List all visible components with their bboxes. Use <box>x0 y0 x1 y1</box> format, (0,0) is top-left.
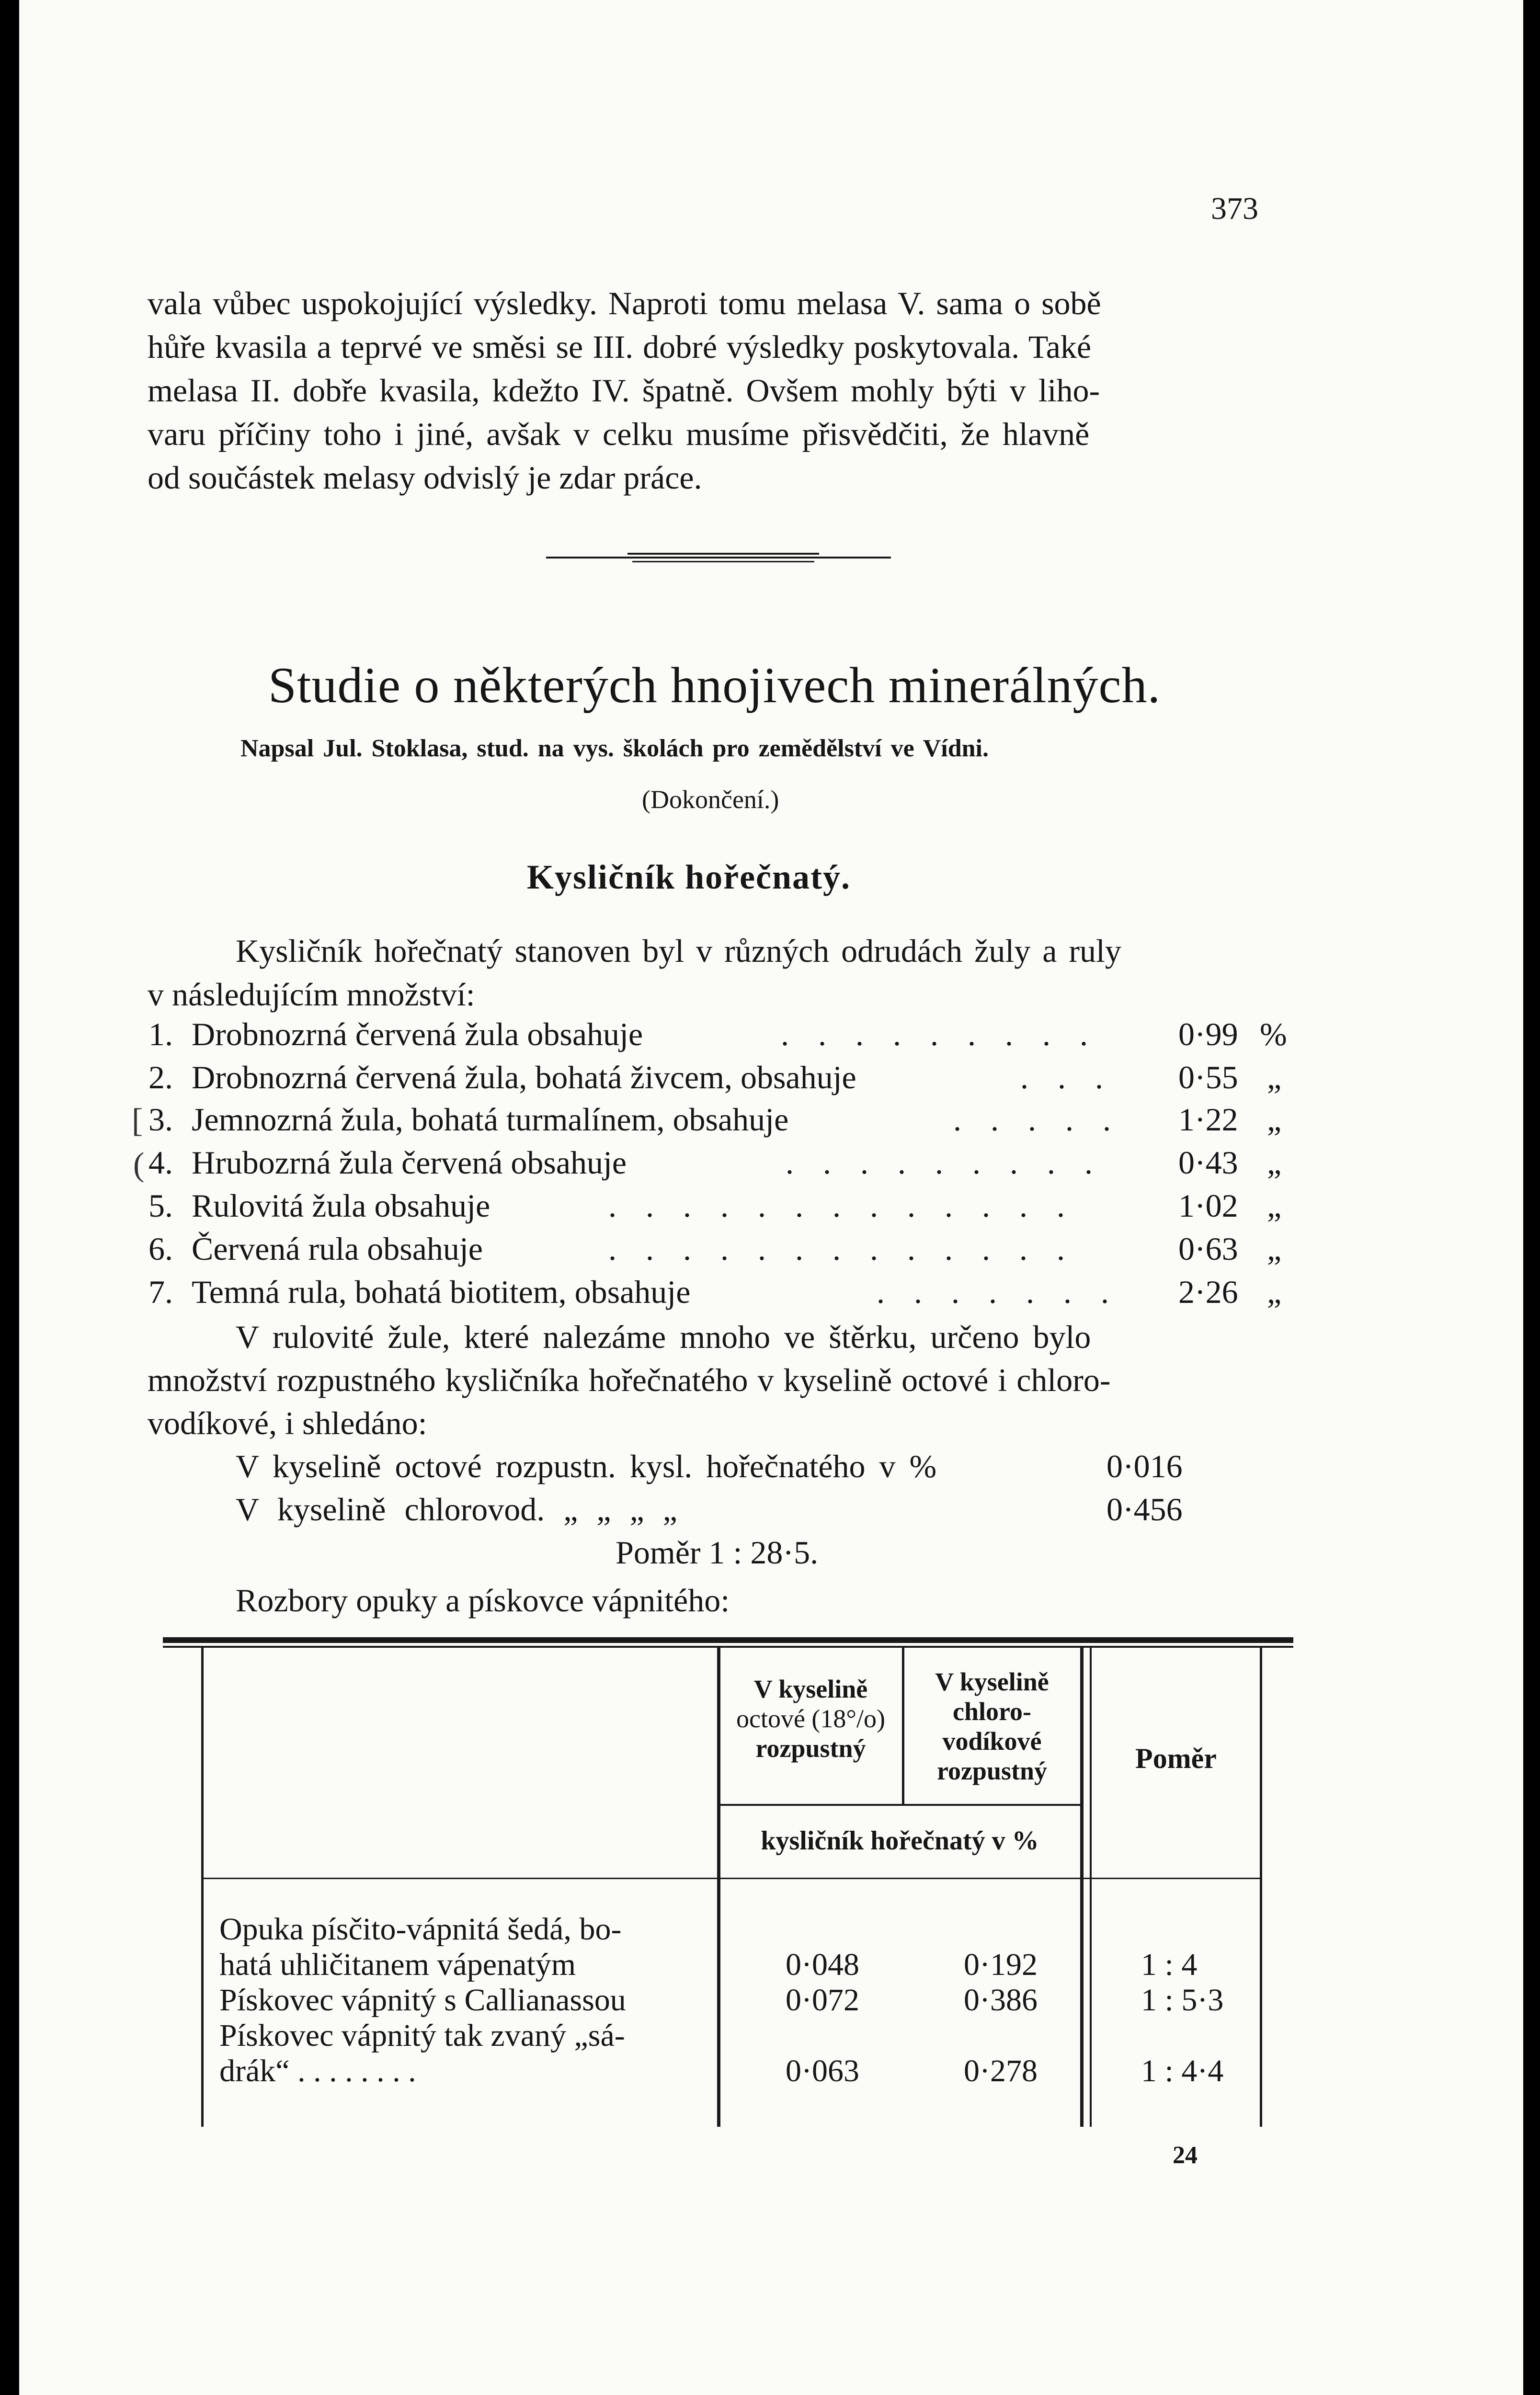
leader-dots: . . . . . <box>953 1101 1121 1138</box>
list-item-label: Temná rula, bohatá biotitem, obsahuje <box>192 1274 691 1310</box>
leader-dots: . . . <box>1020 1059 1114 1095</box>
list-item-value: 2·26 <box>1178 1274 1238 1310</box>
header-hcl-line: vodíkové <box>942 1727 1042 1756</box>
margin-mark: [ <box>132 1102 143 1139</box>
list-item-value: 0·55 <box>1178 1059 1238 1095</box>
paragraph-line: V rulovité žule, které nalezáme mnoho ve štěrku, určeno bylo <box>236 1319 1091 1355</box>
list-item <box>148 1015 1287 1053</box>
list-item-number: 7. <box>148 1274 173 1310</box>
section-heading: Kysličník hořečnatý. <box>527 858 851 896</box>
margin-mark: ( <box>133 1146 145 1183</box>
table-cell-ratio: 1 : 4 <box>1141 1947 1198 1982</box>
list-item-unit: „ <box>1267 1187 1282 1224</box>
table-row-name: drák“ . . . . . . . . <box>219 2053 416 2088</box>
acid-result-value: 0·016 <box>1107 1448 1183 1484</box>
list-item-unit: „ <box>1267 1059 1282 1095</box>
list-item-number: 2. <box>148 1059 173 1095</box>
list-item-label: Drobnozrná červená žula, bohatá živcem, obsahuje <box>192 1059 856 1095</box>
table-col-divider <box>902 1648 904 1806</box>
header-ratio: Poměr <box>1135 1743 1217 1774</box>
table-border-left <box>201 1648 204 2127</box>
list-item-label: Hrubozrná žula červená obsahuje <box>192 1144 627 1181</box>
signature-mark: 24 <box>1173 2142 1198 2169</box>
table-cell-acetic: 0·063 <box>786 2053 859 2088</box>
paragraph-line: vodíkové, i shledáno: <box>148 1405 427 1441</box>
list-item-unit: % <box>1260 1016 1287 1052</box>
leader-dots: . . . . . . . . . . . . . <box>608 1231 1075 1267</box>
list-item <box>148 1187 1282 1225</box>
table-cell-hcl: 0·278 <box>964 2053 1038 2088</box>
table-row-name: Pískovec vápnitý tak zvaný „sá- <box>219 2018 625 2053</box>
list-item-number: 3. <box>148 1101 173 1138</box>
table-cell-acetic: 0·072 <box>786 1983 859 2018</box>
list-item-value: 0·99 <box>1178 1016 1238 1052</box>
intro-line: varu příčiny toho i jiné, avšak v celku musíme přisvědčiti, že hlavně <box>148 416 1090 452</box>
section-intro-line: Kysličník hořečnatý stanoven byl v různých odrudách žuly a ruly <box>236 933 1121 969</box>
document-page <box>19 0 1523 2395</box>
table-cell-ratio: 1 : 5·3 <box>1141 1983 1224 2018</box>
ratio-line: Poměr 1 : 28·5. <box>616 1534 819 1571</box>
intro-line: hůře kvasila a teprvé ve směsi se III. dobré výsledky poskytovala. Také <box>148 329 1092 365</box>
acid-result-label: V kyselině octové rozpustn. kysl. hořečnatého v % <box>236 1448 937 1484</box>
table-border-right <box>1260 1648 1262 2127</box>
list-item-number: 1. <box>148 1016 173 1052</box>
table-body-divider <box>204 1878 1260 1879</box>
intro-line: melasa II. dobře kvasila, kdežto IV. špatně. Ovšem mohly býti v liho- <box>148 372 1100 409</box>
table-header-divider <box>719 1804 1080 1806</box>
paragraph-line: množství rozpustného kysličníka hořečnatého v kyselině octové i chloro- <box>148 1362 1111 1398</box>
section-separator <box>546 557 891 559</box>
list-item-number: 6. <box>148 1231 173 1267</box>
intro-line: od součástek melasy odvislý je zdar práce. <box>148 459 702 496</box>
list-item-unit: „ <box>1267 1101 1282 1138</box>
section-intro-line: v následujícím množství: <box>148 976 475 1013</box>
acid-result-value: 0·456 <box>1107 1491 1183 1528</box>
header-acetic-line: V kyselině <box>753 1675 868 1703</box>
list-item-unit: „ <box>1267 1231 1282 1267</box>
list-item <box>148 1059 1282 1096</box>
list-item-unit: „ <box>1267 1144 1282 1181</box>
header-hcl-line: chloro- <box>953 1697 1031 1726</box>
table-cell-ratio: 1 : 4·4 <box>1141 2053 1224 2088</box>
list-item-label: Jemnozrná žula, bohatá turmalínem, obsahuje <box>192 1101 789 1138</box>
list-item-value: 0·63 <box>1178 1231 1238 1267</box>
section-separator-accent <box>627 553 819 555</box>
leader-dots: . . . . . . . . . <box>781 1016 1098 1052</box>
table-col-divider <box>717 1648 720 2127</box>
list-item-value: 0·43 <box>1178 1144 1238 1181</box>
list-item-label: Červená rula obsahuje <box>192 1231 483 1267</box>
table-col-divider <box>1090 1648 1092 2127</box>
article-byline: Napsal Jul. Stoklasa, stud. na vys. školách pro zemědělství ve Vídni. <box>240 735 989 762</box>
intro-line: vala vůbec uspokojující výsledky. Naproti tomu melasa V. sama o sobě <box>148 285 1101 321</box>
header-acetic <box>721 1674 901 1763</box>
table-row-name: Opuka písčito-vápnitá šedá, bo- <box>219 1912 622 1947</box>
list-item-value: 1·02 <box>1178 1187 1238 1224</box>
list-item-label: Rulovitá žula obsahuje <box>192 1187 491 1224</box>
header-hcl-line: rozpustný <box>936 1756 1048 1785</box>
page-number: 373 <box>1211 191 1258 226</box>
list-item-label: Drobnozrná červená žula obsahuje <box>192 1016 643 1052</box>
leader-dots: . . . . . . . . . <box>786 1144 1103 1181</box>
table-col-divider <box>1080 1648 1084 2127</box>
list-item <box>148 1230 1282 1268</box>
acid-result-label: V kyselině chlorovod. „ „ „ „ <box>236 1491 677 1528</box>
table-row-name: Pískovec vápnitý s Callianassou <box>219 1983 626 2018</box>
table-cell-acetic: 0·048 <box>786 1947 859 1982</box>
header-acetic-line: rozpustný <box>755 1734 866 1763</box>
list-item-number: 4. <box>148 1144 173 1181</box>
list-item-unit: „ <box>1267 1274 1282 1310</box>
article-title: Studie o některých hnojivech minerálných. <box>268 657 1161 713</box>
article-continuation: (Dokončení.) <box>642 785 779 814</box>
list-item <box>148 1144 1282 1182</box>
leader-dots: . . . . . . . . . . . . . <box>608 1187 1075 1224</box>
table-top-rule <box>163 1637 1293 1643</box>
header-hcl-line: V kyselině <box>935 1667 1049 1696</box>
table-row-name: hatá uhličitanem vápenatým <box>219 1947 576 1982</box>
header-subheader: kysličník hořečnatý v % <box>761 1826 1039 1856</box>
table-intro: Rozbory opuky a pískovce vápnitého: <box>236 1582 730 1619</box>
leader-dots: . . . . . . . <box>877 1274 1119 1310</box>
header-acetic-line: octové (18°/o) <box>736 1704 885 1733</box>
list-item <box>148 1273 1282 1311</box>
list-item-number: 5. <box>148 1187 173 1224</box>
list-item-value: 1·22 <box>1178 1101 1238 1138</box>
header-hydrochloric <box>905 1667 1079 1786</box>
section-separator-accent <box>632 561 814 562</box>
table-cell-hcl: 0·386 <box>964 1983 1038 2018</box>
table-cell-hcl: 0·192 <box>964 1947 1038 1982</box>
table-top-rule-thin <box>163 1646 1293 1648</box>
list-item <box>148 1101 1282 1139</box>
